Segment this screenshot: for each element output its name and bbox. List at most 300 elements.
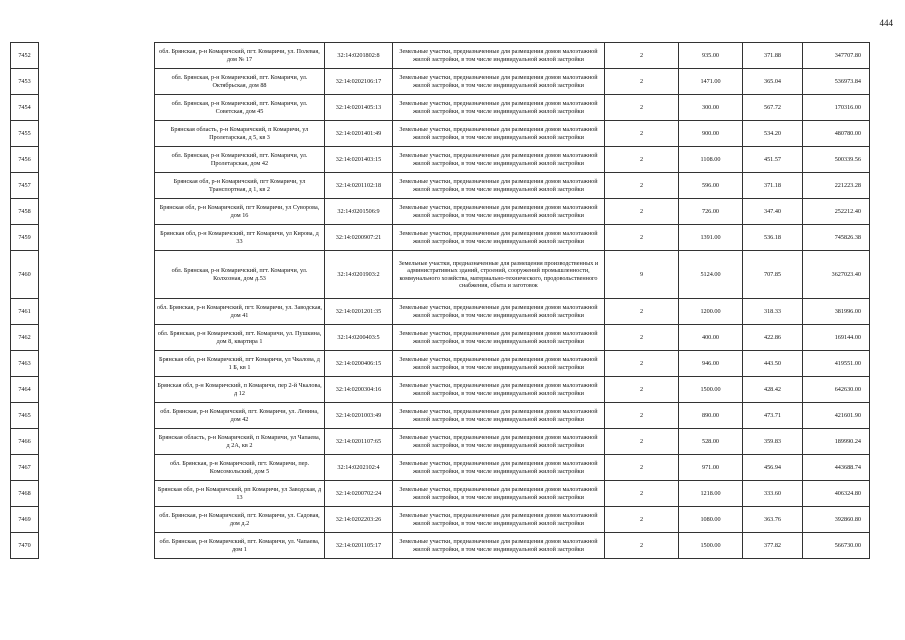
land-use-purpose: Земельные участки, предназначенные для размещения домов малоэтажной жилой застройки, в том числе индивидуальной жилой застройки <box>399 152 598 167</box>
specific-value: 359.83 <box>763 437 781 445</box>
purpose-cell <box>393 403 605 429</box>
specific-value: 377.82 <box>763 541 781 549</box>
specific-value-cell <box>743 481 803 507</box>
table-row <box>11 95 870 121</box>
empty-cell <box>39 199 155 225</box>
specific-value: 473.71 <box>763 411 781 419</box>
specific-value-cell <box>743 507 803 533</box>
group-cell <box>605 69 679 95</box>
specific-value: 456.94 <box>763 463 781 471</box>
area: 400.00 <box>701 333 719 341</box>
empty-cell <box>39 69 155 95</box>
specific-value: 318.33 <box>763 307 781 315</box>
row-number-cell <box>11 533 39 559</box>
table-row <box>11 325 870 351</box>
address: Брянская область, р-н Комаричский, п Комаричи, ул Пролетарская, д 5, кв 3 <box>170 126 309 141</box>
table-row <box>11 533 870 559</box>
group-number: 2 <box>639 103 644 111</box>
table-row <box>11 507 870 533</box>
cadastral-cost: 170316.00 <box>834 103 861 111</box>
address: Брянская обл, р-н Комаричский, пгт Комаричи, ул Кирова, д 33 <box>160 230 319 245</box>
cost-cell <box>803 507 870 533</box>
cadastral-cell <box>325 121 393 147</box>
address-cell <box>155 251 325 299</box>
group-cell <box>605 533 679 559</box>
purpose-cell <box>393 429 605 455</box>
row-number-cell <box>11 403 39 429</box>
cadastral-cell <box>325 507 393 533</box>
cadastral-cell <box>325 199 393 225</box>
group-number: 2 <box>639 411 644 419</box>
specific-value-cell <box>743 377 803 403</box>
row-number-cell <box>11 43 39 69</box>
area: 890.00 <box>701 411 719 419</box>
cost-cell <box>803 351 870 377</box>
group-number: 2 <box>639 515 644 523</box>
specific-value-cell <box>743 147 803 173</box>
empty-cell <box>39 377 155 403</box>
group-cell <box>605 325 679 351</box>
area-cell <box>679 173 743 199</box>
table-row <box>11 251 870 299</box>
purpose-cell <box>393 95 605 121</box>
purpose-cell <box>393 325 605 351</box>
empty-cell <box>39 225 155 251</box>
row-number: 7454 <box>18 103 31 111</box>
empty-cell <box>39 325 155 351</box>
purpose-cell <box>393 147 605 173</box>
cadastral-cell <box>325 69 393 95</box>
purpose-cell <box>393 173 605 199</box>
area: 1080.00 <box>700 515 721 523</box>
cadastral-cell <box>325 325 393 351</box>
area-cell <box>679 69 743 95</box>
address: обл. Брянская, р-н Комаричский, пгт. Комаричи, ул. Пушкина, дом 8, квартира 1 <box>157 330 322 345</box>
group-cell <box>605 481 679 507</box>
row-number: 7457 <box>18 181 31 189</box>
empty-cell <box>39 299 155 325</box>
cadastral-number: 32:14:0201903:2 <box>337 270 380 278</box>
area-cell <box>679 507 743 533</box>
cadastral-number: 32:14:0200304:16 <box>335 385 382 393</box>
area: 1391.00 <box>700 233 721 241</box>
row-number-cell <box>11 95 39 121</box>
cadastral-cell <box>325 173 393 199</box>
page-number: 444 <box>879 18 893 28</box>
area-cell <box>679 377 743 403</box>
row-number-cell <box>11 299 39 325</box>
row-number: 7455 <box>18 129 31 137</box>
area: 1200.00 <box>700 307 721 315</box>
address-cell <box>155 95 325 121</box>
cadastral-cell <box>325 225 393 251</box>
land-use-purpose: Земельные участки, предназначенные для размещения домов малоэтажной жилой застройки, в том числе индивидуальной жилой застройки <box>399 512 598 527</box>
specific-value: 707.85 <box>763 270 781 278</box>
cadastral-cost: 406324.80 <box>834 489 861 497</box>
land-use-purpose: Земельные участки, предназначенные для размещения домов малоэтажной жилой застройки, в том числе индивидуальной жилой застройки <box>399 408 598 423</box>
group-number: 9 <box>639 270 644 278</box>
address: обл. Брянская, р-н Комаричский, пгт. Комаричи, ул. Садовая, дом д.2 <box>159 512 320 527</box>
address: обл. Брянская, р-н Комаричский, пгт. Комаричи, ул. Полевая, дом № 17 <box>159 48 320 63</box>
cadastral-cost: 480780.00 <box>834 129 861 137</box>
cadastral-cost: 169144.00 <box>834 333 861 341</box>
land-use-purpose: Земельные участки, предназначенные для размещения домов малоэтажной жилой застройки, в том числе индивидуальной жилой застройки <box>399 74 598 89</box>
address-cell <box>155 403 325 429</box>
address: обл. Брянская, р-н Комаричский, пгт. Комаричи, пер. Комсомольский, дом 5 <box>169 460 310 475</box>
cost-cell <box>803 225 870 251</box>
cadastral-number: 32:14:0201201:35 <box>335 307 382 315</box>
cost-cell <box>803 429 870 455</box>
cadastral-number: 32:14:0201401:49 <box>335 129 382 137</box>
group-number: 2 <box>639 385 644 393</box>
land-use-purpose: Земельные участки, предназначенные для размещения производственных и административных зданий, строений, сооружений промышленности, коммунального хозяйства, материально-технического, продовольственного снабжения, сбыта и заготовок <box>398 259 599 289</box>
land-use-purpose: Земельные участки, предназначенные для размещения домов малоэтажной жилой застройки, в том числе индивидуальной жилой застройки <box>399 126 598 141</box>
cost-cell <box>803 43 870 69</box>
area-cell <box>679 299 743 325</box>
specific-value: 422.86 <box>763 333 781 341</box>
land-use-purpose: Земельные участки, предназначенные для размещения домов малоэтажной жилой застройки, в том числе индивидуальной жилой застройки <box>399 356 598 371</box>
specific-value-cell <box>743 69 803 95</box>
land-use-purpose: Земельные участки, предназначенные для размещения домов малоэтажной жилой застройки, в том числе индивидуальной жилой застройки <box>399 100 598 115</box>
group-number: 2 <box>639 307 644 315</box>
group-cell <box>605 351 679 377</box>
cadastral-cell <box>325 351 393 377</box>
area: 726.00 <box>701 207 719 215</box>
land-use-purpose: Земельные участки, предназначенные для размещения домов малоэтажной жилой застройки, в том числе индивидуальной жилой застройки <box>399 48 598 63</box>
address-cell <box>155 173 325 199</box>
cadastral-cost: 566730.00 <box>834 541 861 549</box>
cost-cell <box>803 147 870 173</box>
specific-value-cell <box>743 533 803 559</box>
address-cell <box>155 199 325 225</box>
purpose-cell <box>393 351 605 377</box>
group-cell <box>605 251 679 299</box>
cadastral-number: 32:14:0200702:24 <box>335 489 382 497</box>
row-number: 7469 <box>18 515 31 523</box>
group-number: 2 <box>639 77 644 85</box>
cost-cell <box>803 299 870 325</box>
table-row <box>11 225 870 251</box>
row-number-cell <box>11 455 39 481</box>
purpose-cell <box>393 225 605 251</box>
empty-cell <box>39 121 155 147</box>
specific-value: 451.57 <box>763 155 781 163</box>
cadastral-number: 32:14:0201102:18 <box>335 181 382 189</box>
area-cell <box>679 199 743 225</box>
specific-value: 347.40 <box>763 207 781 215</box>
table-row <box>11 69 870 95</box>
group-number: 2 <box>639 489 644 497</box>
table-row <box>11 377 870 403</box>
address-cell <box>155 351 325 377</box>
cadastral-cell <box>325 533 393 559</box>
empty-cell <box>39 351 155 377</box>
area-cell <box>679 43 743 69</box>
cost-cell <box>803 481 870 507</box>
specific-value-cell <box>743 251 803 299</box>
cadastral-cell <box>325 43 393 69</box>
address: обл. Брянская, р-н Комаричский, пгт. Комаричи, ул. Колхозная, дом д.53 <box>171 267 308 282</box>
cadastral-number: 32:14:0201403:15 <box>335 155 382 163</box>
cadastral-number: 32:14:0200907:21 <box>335 233 382 241</box>
table-row <box>11 455 870 481</box>
area: 900.00 <box>701 129 719 137</box>
address: обл. Брянская, р-н Комаричский, пгт. Комаричи, ул. Ленина, дом 42 <box>160 408 319 423</box>
address: Брянская обл, р-н Комаричский, пгт Комаричи, ул Суворова, дом 16 <box>159 204 320 219</box>
row-number: 7456 <box>18 155 31 163</box>
area: 5124.00 <box>700 270 721 278</box>
cadastral-number: 32:14:0201105:17 <box>335 541 382 549</box>
cadastral-cost: 221223.28 <box>834 181 861 189</box>
specific-value: 371.88 <box>763 51 781 59</box>
area: 1500.00 <box>700 385 721 393</box>
address: Брянская обл, р-н Комаричский, пгт Комаричи, ул Транспортная, д 1, кв 2 <box>173 178 306 193</box>
row-number-cell <box>11 429 39 455</box>
row-number-cell <box>11 507 39 533</box>
cadastral-cell <box>325 455 393 481</box>
specific-value-cell <box>743 351 803 377</box>
cadastral-number: 32:14:0201405:13 <box>335 103 382 111</box>
area-cell <box>679 351 743 377</box>
area-cell <box>679 121 743 147</box>
land-use-purpose: Земельные участки, предназначенные для размещения домов малоэтажной жилой застройки, в том числе индивидуальной жилой застройки <box>399 230 598 245</box>
purpose-cell <box>393 481 605 507</box>
area: 1218.00 <box>700 489 721 497</box>
specific-value-cell <box>743 429 803 455</box>
purpose-cell <box>393 507 605 533</box>
row-number: 7470 <box>18 541 31 549</box>
cadastral-cell <box>325 481 393 507</box>
row-number: 7466 <box>18 437 31 445</box>
cadastral-cell <box>325 429 393 455</box>
group-cell <box>605 199 679 225</box>
group-number: 2 <box>639 437 644 445</box>
cadastral-cost: 745826.38 <box>834 233 861 241</box>
empty-cell <box>39 147 155 173</box>
specific-value: 363.76 <box>763 515 781 523</box>
cadastral-cost: 421601.90 <box>834 411 861 419</box>
address: обл. Брянская, р-н Комаричский, пгт. Комаричи, ул. Пролетарская, дом 42 <box>171 152 308 167</box>
specific-value-cell <box>743 121 803 147</box>
purpose-cell <box>393 455 605 481</box>
address-cell <box>155 377 325 403</box>
land-use-purpose: Земельные участки, предназначенные для размещения домов малоэтажной жилой застройки, в том числе индивидуальной жилой застройки <box>399 178 598 193</box>
address-cell <box>155 429 325 455</box>
row-number-cell <box>11 199 39 225</box>
area: 971.00 <box>701 463 719 471</box>
cost-cell <box>803 455 870 481</box>
cost-cell <box>803 69 870 95</box>
table-row <box>11 147 870 173</box>
cadastral-number: 32:14:0201802:8 <box>337 51 380 59</box>
row-number-cell <box>11 251 39 299</box>
specific-value-cell <box>743 173 803 199</box>
row-number: 7461 <box>18 307 31 315</box>
group-number: 2 <box>639 463 644 471</box>
area-cell <box>679 429 743 455</box>
row-number: 7459 <box>18 233 31 241</box>
land-use-purpose: Земельные участки, предназначенные для размещения домов малоэтажной жилой застройки, в том числе индивидуальной жилой застройки <box>399 538 598 553</box>
purpose-cell <box>393 533 605 559</box>
specific-value-cell <box>743 43 803 69</box>
row-number-cell <box>11 377 39 403</box>
row-number: 7458 <box>18 207 31 215</box>
empty-cell <box>39 251 155 299</box>
cadastral-cell <box>325 147 393 173</box>
cadastral-cell <box>325 95 393 121</box>
cadastral-number: 32:14:0202203:26 <box>335 515 382 523</box>
row-number: 7460 <box>18 270 31 278</box>
specific-value: 534.20 <box>763 129 781 137</box>
specific-value: 371.18 <box>763 181 781 189</box>
cadastral-cell <box>325 377 393 403</box>
group-number: 2 <box>639 51 644 59</box>
row-number: 7462 <box>18 333 31 341</box>
cost-cell <box>803 95 870 121</box>
cost-cell <box>803 403 870 429</box>
cost-cell <box>803 251 870 299</box>
specific-value: 536.18 <box>763 233 781 241</box>
specific-value: 365.04 <box>763 77 781 85</box>
group-number: 2 <box>639 359 644 367</box>
group-cell <box>605 299 679 325</box>
area-cell <box>679 325 743 351</box>
area-cell <box>679 95 743 121</box>
row-number-cell <box>11 225 39 251</box>
land-use-purpose: Земельные участки, предназначенные для размещения домов малоэтажной жилой застройки, в том числе индивидуальной жилой застройки <box>399 434 598 449</box>
area: 300.00 <box>701 103 719 111</box>
group-number: 2 <box>639 541 644 549</box>
cadastral-number: 32:14:0201003:49 <box>335 411 382 419</box>
row-number: 7465 <box>18 411 31 419</box>
empty-cell <box>39 173 155 199</box>
land-use-purpose: Земельные участки, предназначенные для размещения домов малоэтажной жилой застройки, в том числе индивидуальной жилой застройки <box>399 330 598 345</box>
cadastral-cost: 392860.80 <box>834 515 861 523</box>
cost-cell <box>803 121 870 147</box>
table-row <box>11 199 870 225</box>
address-cell <box>155 147 325 173</box>
group-cell <box>605 147 679 173</box>
cadastral-cost: 536973.84 <box>834 77 861 85</box>
cadastral-cell <box>325 403 393 429</box>
address: обл. Брянская, р-н Комаричский, пгт. Комаричи, ул. Заводская, дом 41 <box>157 304 322 319</box>
specific-value-cell <box>743 199 803 225</box>
table-row <box>11 173 870 199</box>
area-cell <box>679 225 743 251</box>
area: 1471.00 <box>700 77 721 85</box>
cadastral-cost: 347707.80 <box>834 51 861 59</box>
address-cell <box>155 43 325 69</box>
group-cell <box>605 121 679 147</box>
empty-cell <box>39 455 155 481</box>
cadastral-cell <box>325 299 393 325</box>
address-cell <box>155 69 325 95</box>
row-number-cell <box>11 69 39 95</box>
group-cell <box>605 43 679 69</box>
group-cell <box>605 225 679 251</box>
group-cell <box>605 95 679 121</box>
address: Брянская обл, р-н Комаричский, пгт Комаричи, ул Чкалова, д 1 Б, кв 1 <box>159 356 320 371</box>
address-cell <box>155 225 325 251</box>
group-number: 2 <box>639 233 644 241</box>
row-number-cell <box>11 121 39 147</box>
address-cell <box>155 299 325 325</box>
cadastral-cost: 252212.40 <box>834 207 861 215</box>
cost-cell <box>803 199 870 225</box>
land-use-purpose: Земельные участки, предназначенные для размещения домов малоэтажной жилой застройки, в том числе индивидуальной жилой застройки <box>399 382 598 397</box>
group-cell <box>605 173 679 199</box>
table-row <box>11 351 870 377</box>
address: Брянская обл, р-н Комаричский, рп Комаричи, ул Заводская, д 13 <box>157 486 322 501</box>
empty-cell <box>39 533 155 559</box>
land-use-purpose: Земельные участки, предназначенные для размещения домов малоэтажной жилой застройки, в том числе индивидуальной жилой застройки <box>399 486 598 501</box>
cadastral-cost: 642630.00 <box>834 385 861 393</box>
purpose-cell <box>393 69 605 95</box>
address: обл. Брянская, р-н Комаричский, пгт. Комаричи, ул. Советская, дом 45 <box>171 100 308 115</box>
land-use-purpose: Земельные участки, предназначенные для размещения домов малоэтажной жилой застройки, в том числе индивидуальной жилой застройки <box>399 304 598 319</box>
table-row <box>11 403 870 429</box>
group-cell <box>605 377 679 403</box>
area-cell <box>679 481 743 507</box>
cadastral-cost: 381996.00 <box>834 307 861 315</box>
row-number-cell <box>11 351 39 377</box>
row-number: 7467 <box>18 463 31 471</box>
group-cell <box>605 429 679 455</box>
empty-cell <box>39 481 155 507</box>
address-cell <box>155 481 325 507</box>
group-cell <box>605 403 679 429</box>
group-number: 2 <box>639 207 644 215</box>
table-body <box>11 43 870 559</box>
area: 528.00 <box>701 437 719 445</box>
table-row <box>11 429 870 455</box>
group-number: 2 <box>639 155 644 163</box>
cadastral-number: 32:14:0202106:17 <box>335 77 382 85</box>
group-number: 2 <box>639 181 644 189</box>
empty-cell <box>39 95 155 121</box>
group-number: 2 <box>639 333 644 341</box>
empty-cell <box>39 429 155 455</box>
land-use-purpose: Земельные участки, предназначенные для размещения домов малоэтажной жилой застройки, в том числе индивидуальной жилой застройки <box>399 204 598 219</box>
group-number: 2 <box>639 129 644 137</box>
row-number: 7468 <box>18 489 31 497</box>
area: 596.00 <box>701 181 719 189</box>
row-number: 7453 <box>18 77 31 85</box>
specific-value: 443.50 <box>763 359 781 367</box>
cadastral-cost: 443688.74 <box>834 463 861 471</box>
table-row <box>11 121 870 147</box>
row-number: 7463 <box>18 359 31 367</box>
area: 1500.00 <box>700 541 721 549</box>
area-cell <box>679 147 743 173</box>
group-cell <box>605 507 679 533</box>
area-cell <box>679 251 743 299</box>
specific-value: 567.72 <box>763 103 781 111</box>
empty-cell <box>39 403 155 429</box>
purpose-cell <box>393 199 605 225</box>
address-cell <box>155 455 325 481</box>
purpose-cell <box>393 299 605 325</box>
row-number: 7452 <box>18 51 31 59</box>
register-table <box>10 42 870 559</box>
cost-cell <box>803 377 870 403</box>
address-cell <box>155 325 325 351</box>
purpose-cell <box>393 377 605 403</box>
address-cell <box>155 533 325 559</box>
address: Брянская обл, р-н Комаричский, п Комаричи, пер 2-й Чкалова, д 12 <box>157 382 322 397</box>
cost-cell <box>803 173 870 199</box>
area-cell <box>679 455 743 481</box>
